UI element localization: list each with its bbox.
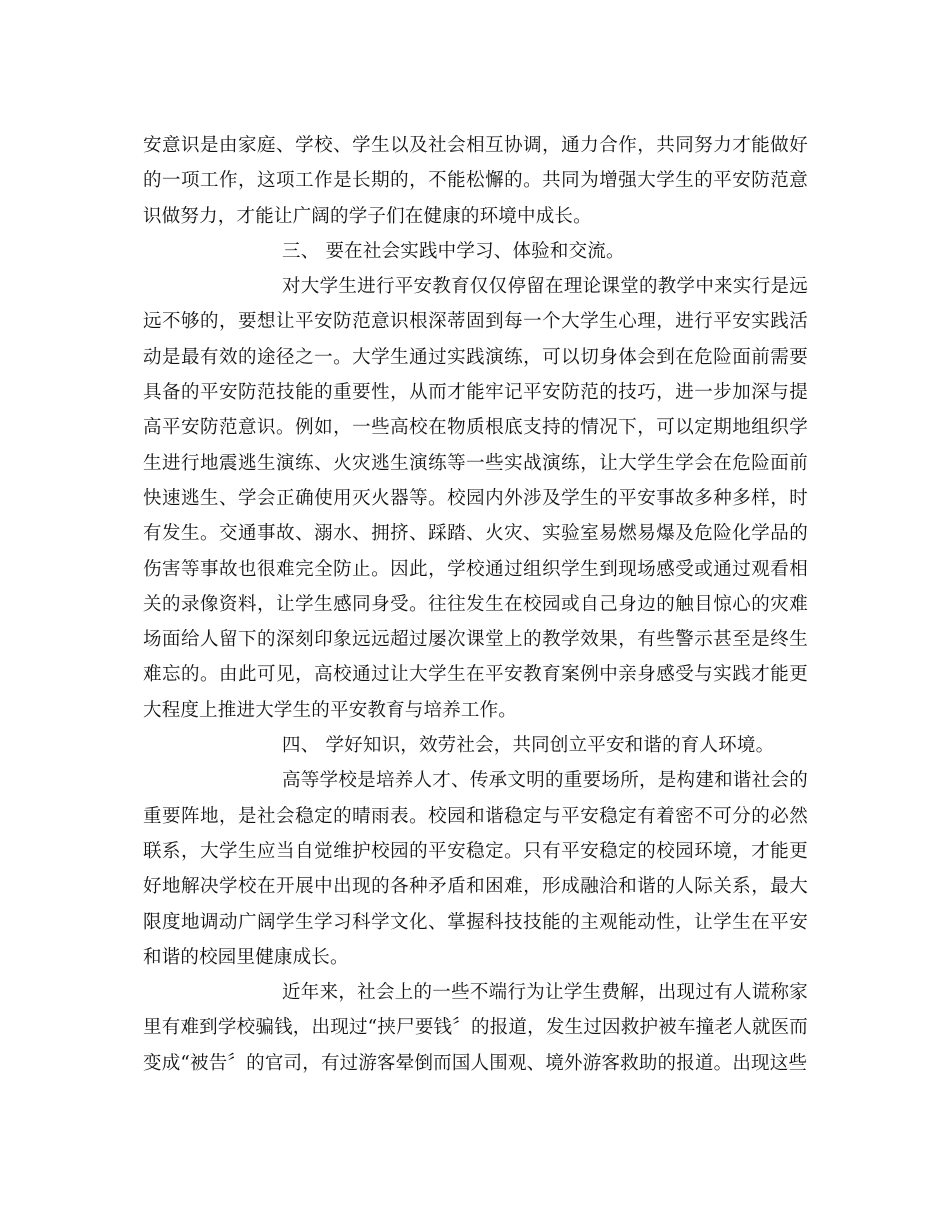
paragraph-social-practice: 对大学生进行平安教育仅仅停留在理论课堂的教学中来实行是远远不够的，要想让平安防范意识根深蒂固到每一个大学生心理，进行平安实践活动是最有效的途径之一。大学生通过实践演练，可以切身体会到在危险面前需要具备的平安防范技能的重要性，从而才能牢记平安防范的技巧，进一步加深与提高平安防范意识。例如，一些高校在物质根底支持的情况下，可以定期地组织学生进行地震逃生演练、火灾逃生演练等一些实战演练，让大学生学会在危险面前快速逃生、学会正确使用灭火器等。校园内外涉及学生的平安事故多种多样，时有发生。交通事故、溺水、拥挤、踩踏、火灾、实验室易燃易爆及危险化学品的伤害等事故也很难完全防止。因此，学校通过组织学生到现场感受或通过观看相关的录像资料，让学生感同身受。往往发生在校园或自己身边的触目惊心的灾难场面给人留下的深刻印象远远超过屡次课堂上的教学效果，有些警示甚至是终生难忘的。由此可见，高校通过让大学生在平安教育案例中亲身感受与实践才能更大程度上推进大学生的平安教育与培养工作。 bbox=[143, 276, 808, 721]
paragraph-campus-harmony: 高等学校是培养人才、传承文明的重要场所，是构建和谐社会的重要阵地，是社会稳定的晴雨表。校园和谐稳定与平安稳定有着密不可分的必然联系，大学生应当自觉维护校园的平安稳定。只有平安稳定的校园环境，才能更好地解决学校在开展中出现的各种矛盾和困难，形成融洽和谐的人际关系，最大限度地调动广阔学生学习科学文化、掌握科技技能的主观能动性，让学生在平安和谐的校园里健康成长。 bbox=[143, 770, 808, 968]
document-body bbox=[143, 128, 808, 1081]
paragraph-recent-years: 近年来，社会上的一些不端行为让学生费解，出现过有人谎称家里有难到学校骗钱，出现过“挟尸要钱〞的报道，发生过因救护被车撞老人就医而变成“被告〞的官司，有过游客晕倒而国人围观、境外游客救助的报道。出现这些 bbox=[143, 982, 808, 1074]
section-heading-4: 四、 学好知识，效劳社会，共同创立平安和谐的育人环境。 bbox=[282, 735, 775, 757]
section-heading-3: 三、 要在社会实践中学习、体验和交流。 bbox=[282, 240, 625, 262]
paragraph-continuation: 安意识是由家庭、学校、学生以及社会相互协调，通力合作，共同努力才能做好的一项工作，这项工作是长期的，不能松懈的。共同为增强大学生的平安防范意识做努力，才能让广阔的学子们在健康的环境中成长。 bbox=[143, 135, 808, 227]
